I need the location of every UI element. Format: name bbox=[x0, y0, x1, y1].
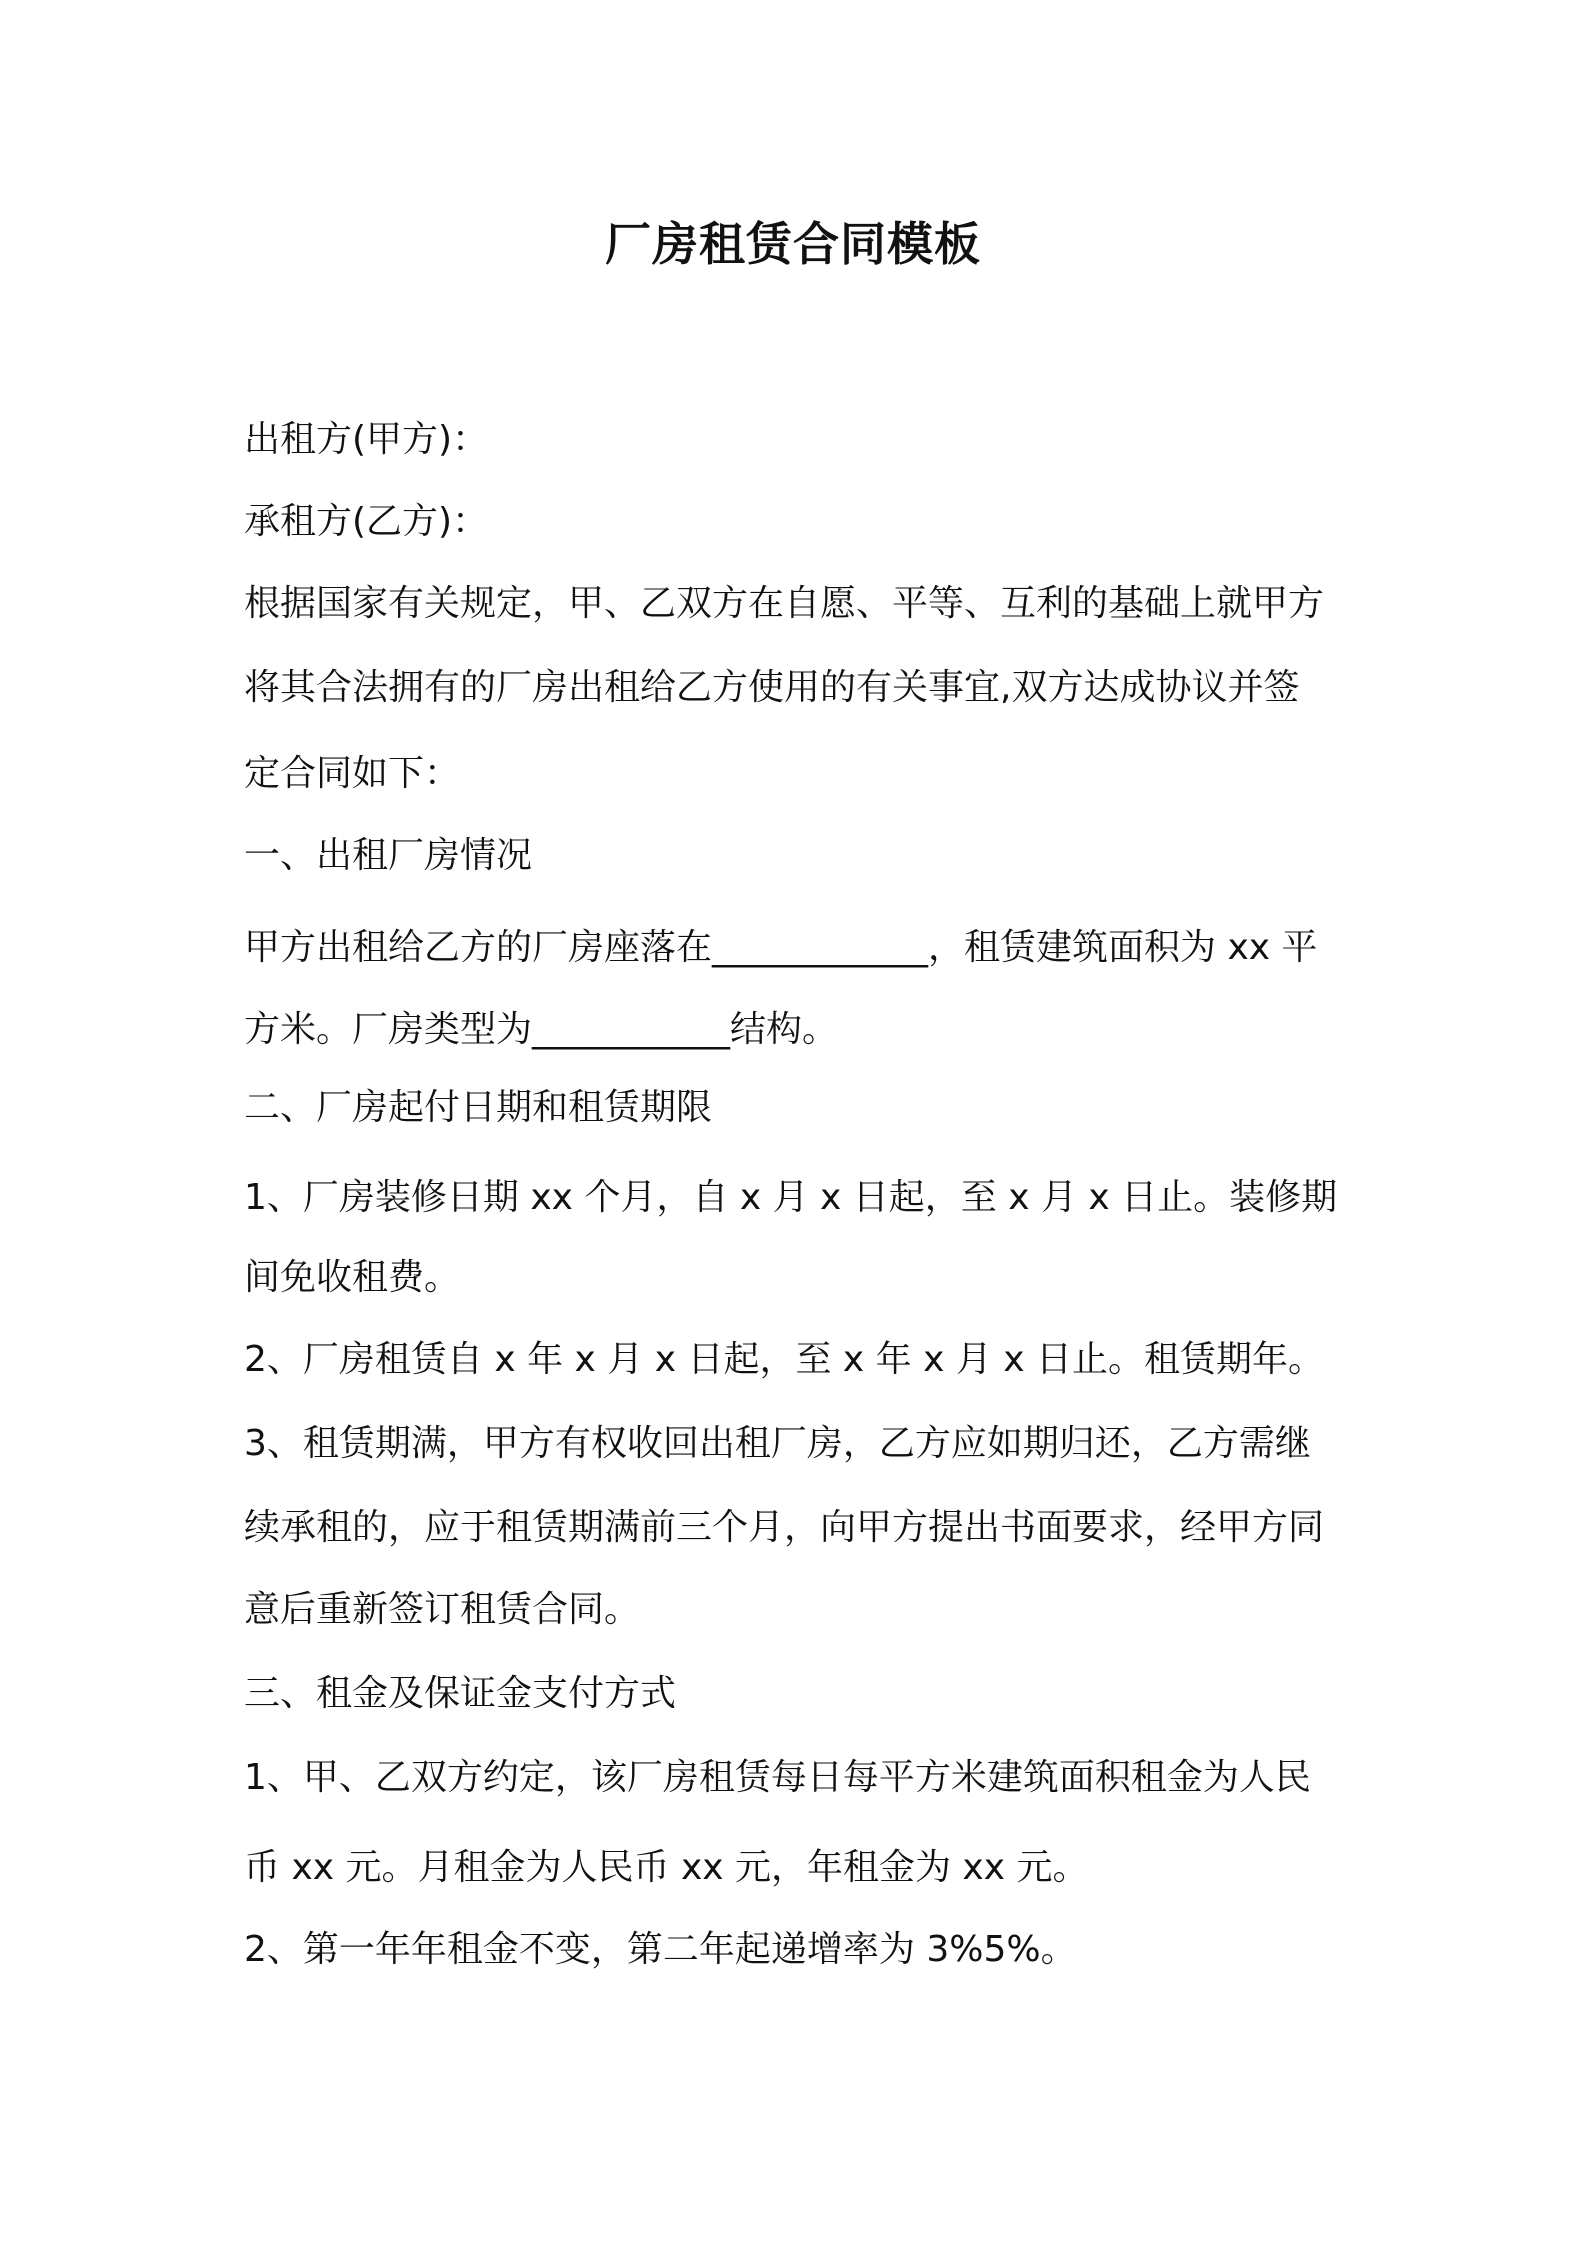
clause-2-1-line-2: 间免收租费。 bbox=[244, 1257, 461, 1298]
clause-2-3-line-3: 意后重新签订租赁合同。 bbox=[244, 1589, 641, 1630]
clause-1-line-1: 甲方出租给乙方的厂房座落在____________，租赁建筑面积为 xx 平 bbox=[244, 927, 1318, 968]
section-heading-3: 三、租金及保证金支付方式 bbox=[244, 1673, 677, 1714]
clause-3-1-line-1: 1、甲、乙双方约定，该厂房租赁每日每平方米建筑面积租金为人民 bbox=[244, 1757, 1311, 1798]
preamble-line-2: 将其合法拥有的厂房出租给乙方使用的有关事宜,双方达成协议并签 bbox=[244, 667, 1300, 708]
clause-2-2: 2、厂房租赁自 x 年 x 月 x 日起，至 x 年 x 月 x 日止。租赁期年。 bbox=[244, 1339, 1325, 1380]
section-heading-1: 一、出租厂房情况 bbox=[244, 835, 533, 876]
clause-3-2: 2、第一年年租金不变，第二年起递增率为 3%5%。 bbox=[244, 1929, 1077, 1970]
clause-2-1-line-1: 1、厂房装修日期 xx 个月，自 x 月 x 日起，至 x 月 x 日止。装修期 bbox=[244, 1177, 1338, 1218]
preamble-line-1: 根据国家有关规定，甲、乙双方在自愿、平等、互利的基础上就甲方 bbox=[244, 583, 1325, 624]
section-heading-2: 二、厂房起付日期和租赁期限 bbox=[244, 1087, 713, 1128]
clause-2-3-line-2: 续承租的，应于租赁期满前三个月，向甲方提出书面要求，经甲方同 bbox=[244, 1507, 1325, 1548]
document-title: 厂房租赁合同模板 bbox=[605, 217, 981, 271]
clause-1-line-2: 方米。厂房类型为___________结构。 bbox=[244, 1009, 839, 1050]
preamble-line-3: 定合同如下： bbox=[244, 753, 461, 794]
lessee-line: 承租方(乙方)： bbox=[244, 501, 489, 542]
lessor-line: 出租方(甲方)： bbox=[244, 419, 489, 460]
clause-2-3-line-1: 3、租赁期满，甲方有权收回出租厂房，乙方应如期归还，乙方需继 bbox=[244, 1423, 1311, 1464]
clause-3-1-line-2: 币 xx 元。月租金为人民币 xx 元，年租金为 xx 元。 bbox=[244, 1847, 1089, 1888]
